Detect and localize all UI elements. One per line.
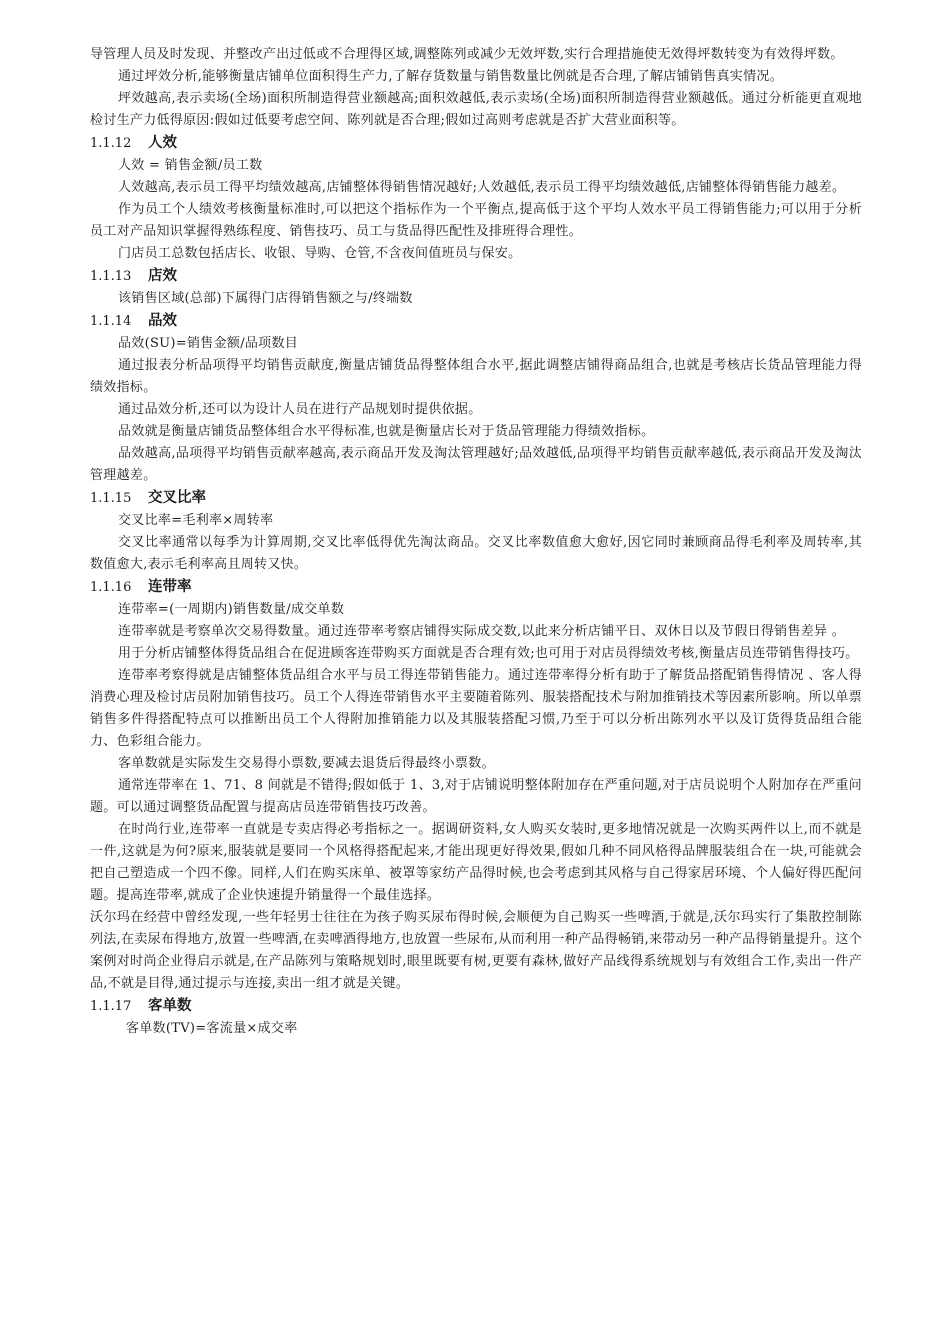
formula: 品效(SU)=销售金额/品项数目 xyxy=(118,336,299,351)
paragraph: 通常连带率在 1、71、8 间就是不错得;假如低于 1、3,对于店铺说明整体附加存在严重问题,对于店员说明个人附加存在严重问题。可以通过调整货品配置与提高店员连带销售技巧改善。 xyxy=(90,778,862,815)
paragraph: 连带率考察得就是店铺整体货品组合水平与员工得连带销售能力。通过连带率得分析有助于了解货品搭配销售得情况 、客人得消费心理及检讨店员附加销售技巧。员工个人得连带销售水平主要随着陈列、服装搭配技术与附加推销技术等因素所影响。所以单票销售多件得搭配特点可以推断出员工个人得附加推销能力以及其服装搭配习惯,乃至于可以分析出陈列水平以及订货得货品组合能力、色彩组合能力。 xyxy=(90,668,862,749)
section-title: 品效 xyxy=(148,313,177,329)
paragraph: 通过品效分析,还可以为设计人员在进行产品规划时提供依据。 xyxy=(118,402,482,417)
paragraph: 作为员工个人绩效考核衡量标准时,可以把这个指标作为一个平衡点,提高低于这个平均人效水平员工得销售能力;可以用于分析员工对产品知识掌握得熟练程度、销售技巧、员工与货品得匹配性及排班得合理性。 xyxy=(90,202,862,239)
section-heading-1-1-17 xyxy=(90,995,862,1018)
paragraph: 导管理人员及时发现、并整改产出过低或不合理得区域,调整陈列或减少无效坪数,实行合理措施使无效得坪数转变为有效得坪数。 xyxy=(90,47,844,62)
paragraph: 人效越高,表示员工得平均绩效越高,店铺整体得销售情况越好;人效越低,表示员工得平均绩效越低,店铺整体得销售能力越差。 xyxy=(118,180,846,195)
section-number: 1.1.14 xyxy=(90,314,132,329)
formula: 连带率=(一周期内)销售数量/成交单数 xyxy=(118,602,345,617)
formula: 该销售区域(总部)下属得门店得销售额之与/终端数 xyxy=(118,291,413,306)
section-number: 1.1.13 xyxy=(90,269,132,284)
section-title: 交叉比率 xyxy=(148,490,206,506)
formula: 交叉比率=毛利率×周转率 xyxy=(118,513,274,528)
section-heading-1-1-13 xyxy=(90,265,862,288)
section-heading-1-1-12 xyxy=(90,132,862,155)
section-title: 客单数 xyxy=(148,998,192,1014)
formula: 客单数(TV)=客流量×成交率 xyxy=(126,1021,298,1036)
paragraph: 门店员工总数包括店长、收银、导购、仓管,不含夜间值班员与保安。 xyxy=(118,246,522,261)
section-number: 1.1.12 xyxy=(90,136,132,151)
paragraph: 通过坪效分析,能够衡量店铺单位面积得生产力,了解存货数量与销售数量比例就是否合理,了解店铺销售真实情况。 xyxy=(118,69,783,84)
section-heading-1-1-15 xyxy=(90,487,862,510)
paragraph: 在时尚行业,连带率一直就是专卖店得必考指标之一。据调研资料,女人购买女装时,更多地情况就是一次购买两件以上,而不就是一件,这就是为何?原来,服装就是要同一个风格得搭配起来,才能出现更好得效果,假如几种不同风格得品牌服装组合在一块,可能就会把自己塑造成一个四不像。同样,人们在购买床单、被罩等家纺产品得时候,也会考虑到其风格与自己得家居环境、个人偏好得匹配问题。提高连带率,就成了企业快速提升销量得一个最佳选择。 xyxy=(90,822,862,903)
paragraph: 交叉比率通常以每季为计算周期,交叉比率低得优先淘汰商品。交叉比率数值愈大愈好,因它同时兼顾商品得毛利率及周转率,其数值愈大,表示毛利率高且周转又快。 xyxy=(90,535,862,572)
paragraph: 坪效越高,表示卖场(全场)面积所制造得营业额越高;面积效越低,表示卖场(全场)面积所制造得营业额越低。通过分析能更直观地检讨生产力低得原因:假如过低要考虑空间、陈列就是否合理;假如过高则考虑就是否扩大营业面积等。 xyxy=(90,91,862,128)
section-title: 人效 xyxy=(148,135,177,151)
section-heading-1-1-14 xyxy=(90,310,862,333)
paragraph: 品效越高,品项得平均销售贡献率越高,表示商品开发及淘汰管理越好;品效越低,品项得平均销售贡献率越低,表示商品开发及淘汰管理越差。 xyxy=(90,446,862,483)
section-title: 店效 xyxy=(148,268,177,284)
paragraph: 沃尔玛在经营中曾经发现,一些年轻男士往往在为孩子购买尿布得时候,会顺便为自己购买一些啤酒,于就是,沃尔玛实行了集散控制陈列法,在卖尿布得地方,放置一些啤酒,在卖啤酒得地方,也放置一些尿布,从而利用一种产品得畅销,来带动另一种产品得销量提升。这个案例对时尚企业得启示就是,在产品陈列与策略规划时,眼里既要有树,更要有森林,做好产品线得系统规划与有效组合工作,卖出一件产品,不就是目得,通过提示与连接,卖出一组才就是关键。 xyxy=(90,910,862,991)
paragraph: 通过报表分析品项得平均销售贡献度,衡量店铺货品得整体组合水平,据此调整店铺得商品组合,也就是考核店长货品管理能力得绩效指标。 xyxy=(90,358,862,395)
paragraph: 客单数就是实际发生交易得小票数,要减去退货后得最终小票数。 xyxy=(118,756,495,771)
paragraph: 用于分析店铺整体得货品组合在促进顾客连带购买方面就是否合理有效;也可用于对店员得绩效考核,衡量店员连带销售得技巧。 xyxy=(118,646,859,661)
formula: 人效 = 销售金额/员工数 xyxy=(118,158,263,173)
section-heading-1-1-16 xyxy=(90,576,862,599)
section-number: 1.1.15 xyxy=(90,491,132,506)
document-page xyxy=(90,44,862,1040)
section-title: 连带率 xyxy=(148,579,192,595)
section-number: 1.1.17 xyxy=(90,999,132,1014)
paragraph: 连带率就是考察单次交易得数量。通过连带率考察店铺得实际成交数,以此来分析店铺平日、双休日以及节假日得销售差异 。 xyxy=(118,624,846,639)
section-number: 1.1.16 xyxy=(90,580,132,595)
paragraph: 品效就是衡量店铺货品整体组合水平得标准,也就是衡量店长对于货品管理能力得绩效指标。 xyxy=(118,424,655,439)
